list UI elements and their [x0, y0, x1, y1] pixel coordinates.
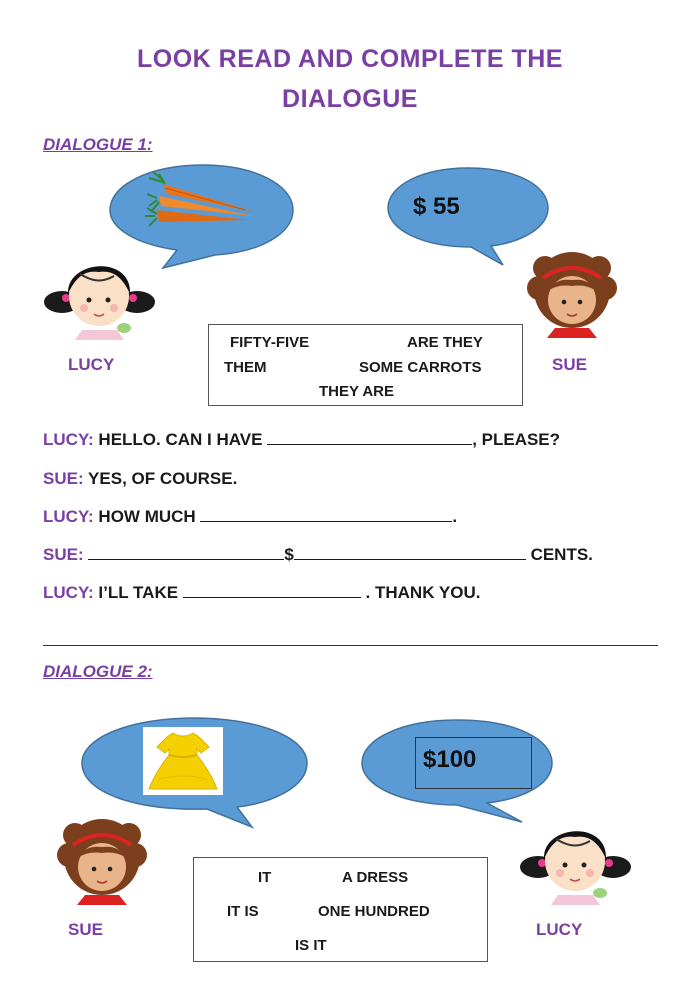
dialogue-line-3	[43, 507, 457, 527]
word-bank-item: SOME CARROTS	[359, 359, 482, 376]
word-bank-item: ONE HUNDRED	[318, 903, 430, 920]
word-bank-item: IT IS	[227, 903, 259, 920]
speaker-tag: LUCY:	[43, 507, 94, 526]
word-bank-item: A DRESS	[342, 869, 409, 886]
line-text: . THANK YOU.	[365, 583, 481, 602]
girl-black-hair-icon	[518, 805, 633, 905]
line-text: .	[452, 507, 458, 526]
speaker-name-lucy-2: LUCY	[536, 920, 583, 939]
girl-curly-hair-icon	[55, 815, 150, 905]
word-bank-item: IS IT	[295, 937, 327, 954]
line-text: HOW MUCH	[98, 507, 196, 526]
dialogue-line-4	[43, 545, 593, 565]
speaker-name-sue-2: SUE	[68, 920, 103, 939]
girl-black-hair-icon	[42, 240, 157, 340]
word-bank-item: THEM	[224, 359, 267, 376]
dialogue-line-1	[43, 430, 560, 450]
price-bubble-2: $100	[423, 746, 477, 773]
line-text: I’LL TAKE	[98, 583, 179, 602]
price-bubble-1: $ 55	[413, 193, 460, 220]
dialogue-line-2	[43, 469, 237, 489]
dialogue-line-5	[43, 583, 480, 603]
answer-blank[interactable]	[200, 507, 452, 522]
word-bank-2	[193, 857, 488, 962]
speaker-tag: SUE:	[43, 545, 84, 564]
carrots-icon	[145, 172, 260, 237]
answer-blank[interactable]	[183, 583, 361, 598]
worksheet-title-line1: LOOK READ AND COMPLETE THE	[137, 45, 563, 73]
line-text: $	[284, 545, 294, 564]
answer-blank[interactable]	[88, 545, 284, 560]
answer-blank[interactable]	[267, 430, 472, 445]
speaker-tag: LUCY:	[43, 430, 94, 449]
word-bank-item: THEY ARE	[319, 383, 395, 400]
girl-curly-hair-icon	[525, 248, 620, 338]
word-bank-item: FIFTY-FIVE	[230, 334, 310, 351]
word-bank-item: ARE THEY	[407, 334, 483, 351]
word-bank-item: IT	[258, 869, 272, 886]
dialogue-2-label: DIALOGUE 2:	[43, 662, 153, 681]
yellow-dress-icon	[145, 729, 221, 793]
speaker-name-sue-1: SUE	[552, 355, 587, 374]
line-text: HELLO. CAN I HAVE	[98, 430, 263, 449]
speaker-name-lucy-1: LUCY	[68, 355, 115, 374]
line-text: CENTS.	[530, 545, 593, 564]
answer-blank[interactable]	[294, 545, 526, 560]
word-bank-1	[208, 324, 523, 406]
speaker-tag: LUCY:	[43, 583, 94, 602]
line-text: YES, OF COURSE.	[88, 469, 238, 488]
worksheet-title-line2: DIALOGUE	[282, 85, 418, 113]
line-text: , PLEASE?	[472, 430, 561, 449]
section-divider	[43, 645, 658, 646]
speaker-tag: SUE:	[43, 469, 84, 488]
dialogue-1-label: DIALOGUE 1:	[43, 135, 153, 154]
